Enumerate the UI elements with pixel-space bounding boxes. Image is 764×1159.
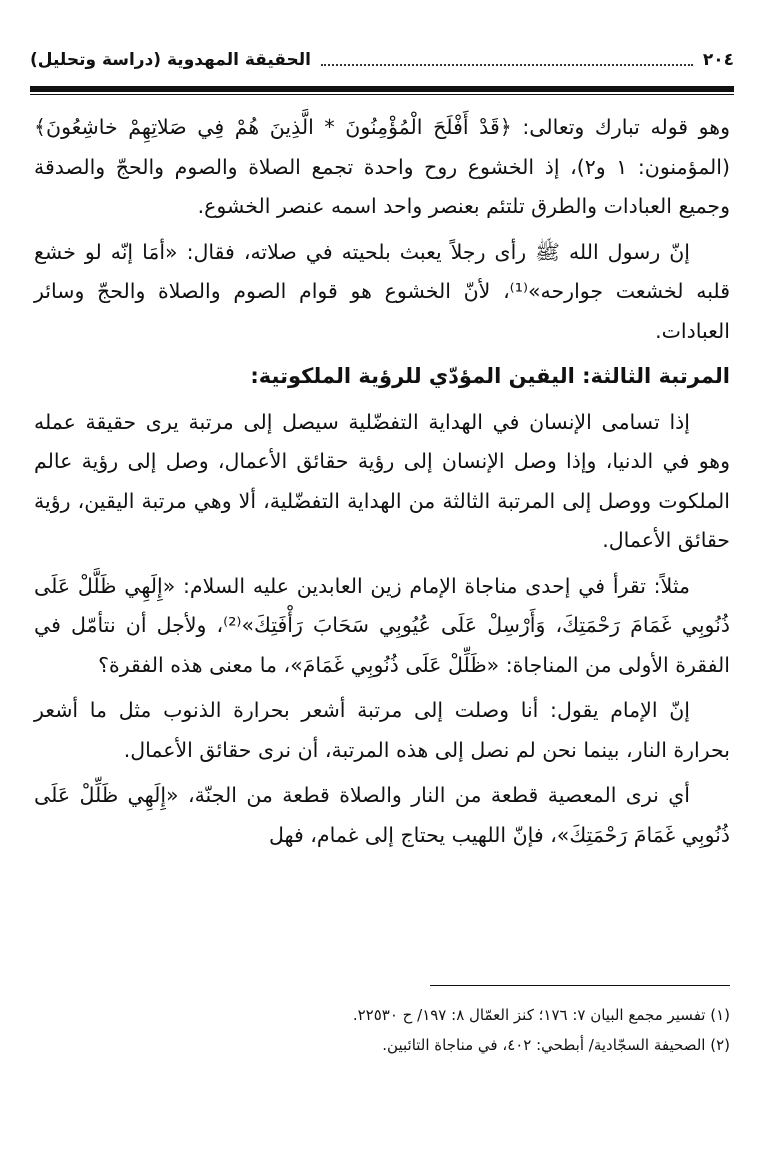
header-rule [30, 86, 734, 95]
paragraph: إذا تسامى الإنسان في الهداية التفضّلية سيصل إلى مرتبة يرى حقيقة عمله وهو في الدنيا، وإذا وصل الإنسان إلى رؤية حقائق الأعمال، وصل إلى رؤية عالم الملكوت ووصل إلى المرتبة الثالثة من الهداية التفضّلية، ألا وهي مرتبة اليقين، رؤية حقائق الأعمال. [34, 409, 730, 552]
body-text [34, 108, 730, 861]
paragraph: مثلاً: تقرأ في إحدى مناجاة الإمام زين العابدين عليه السلام: «إِلَهِي ظَلَّلْ عَلَى ذُنُوبِي غَمَامَ رَحْمَتِكَ، وَأَرْسِلْ عَلَى عُيُوبِي سَحَابَ رَأْفَتِكَ»⁽²⁾، ولأجل أن نتأمّل في الفقرة الأولى من المناجاة: «ظَلِّلْ عَلَى ذُنُوبِي غَمَامَ»، ما معنى هذه الفقرة؟ [34, 573, 730, 677]
footnote-divider [430, 985, 730, 986]
running-title: الحقيقة المهدوية (دراسة وتحليل) [30, 50, 312, 70]
paragraph: وهو قوله تبارك وتعالى: ﴿قَدْ أَفْلَحَ الْمُؤْمِنُونَ * الَّذِينَ هُمْ فِي صَلاتِهِمْ خاشِعُونَ﴾ (المؤمنون: ١ و٢)، إذ الخشوع روح واحدة تجمع الصلاة والصوم والحجّ والصدقة وجميع العبادات والطرق تلتئم بعنصر واحد اسمه عنصر الخشوع. [34, 115, 730, 218]
footnotes [34, 1000, 730, 1060]
page-number: ٢٠٤ [702, 50, 734, 70]
paragraph: إنّ الإمام يقول: أنا وصلت إلى مرتبة أشعر بحرارة الذنوب مثل ما أشعر بحرارة النار، بينما نحن لم نصل إلى هذه المرتبة، أن نرى حقائق الأعمال. [34, 698, 730, 762]
footnote-1: (١) تفسير مجمع البيان ٧: ١٧٦؛ كنز العمّال ٨: ١٩٧/ ح ٢٢٥٣٠. [352, 1006, 730, 1024]
footnote-2: (٢) الصحيفة السجّادية/ أبطحي: ٤٠٢، في مناجاة التائبين. [382, 1036, 730, 1054]
header-dot-leader [321, 54, 693, 66]
paragraph: إنّ رسول الله ﷺ رأى رجلاً يعبث بلحيته في صلاته، فقال: «أمَا إنّه لو خشع قلبه لخشعت جوارحه»⁽¹⁾، لأنّ الخشوع هو قوام الصوم والصلاة والحجّ وسائر العبادات. [34, 239, 730, 343]
paragraph: أي نرى المعصية قطعة من النار والصلاة قطعة من الجنّة، «إِلَهِي ظَلِّلْ عَلَى ذُنُوبِي غَمَامَ رَحْمَتِكَ»، فإنّ اللهيب يحتاج إلى غمام، فهل [34, 783, 730, 847]
page-header [30, 40, 734, 80]
section-heading: المرتبة الثالثة: اليقين المؤدّي للرؤية الملكوتية: [250, 364, 730, 388]
